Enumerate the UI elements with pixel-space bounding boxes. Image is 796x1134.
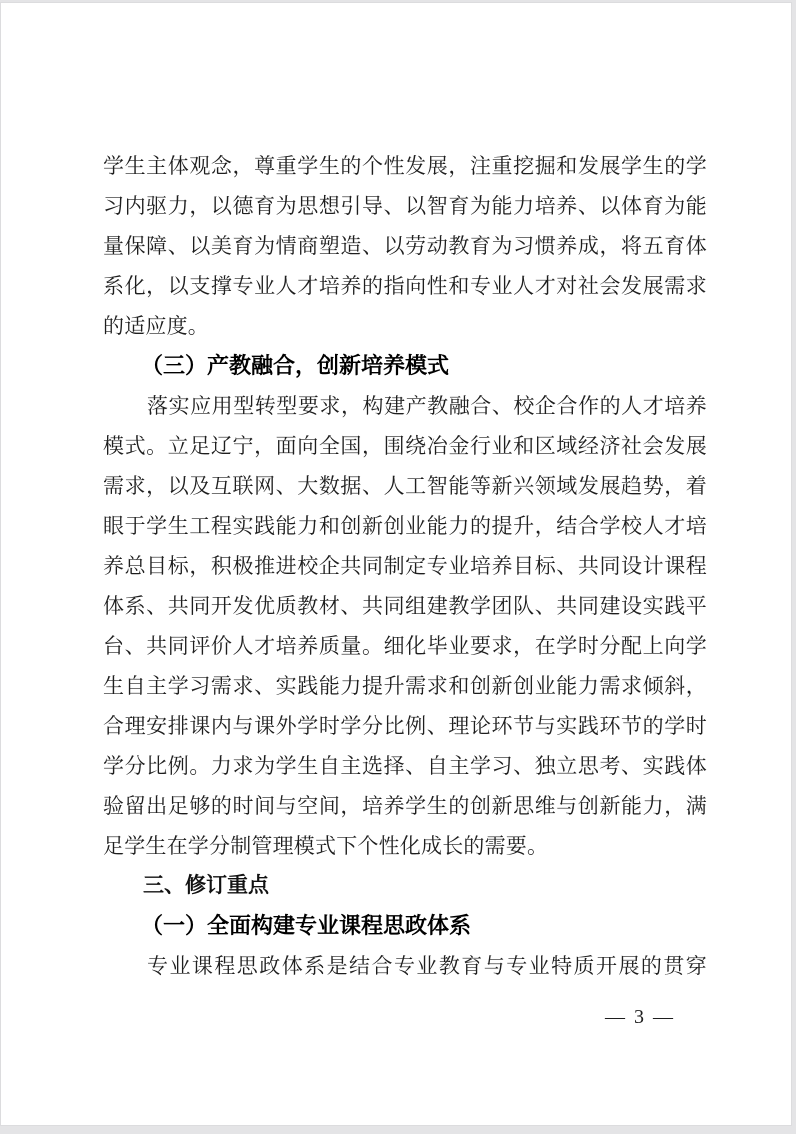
paragraph-section-three: 落实应用型转型要求，构建产教融合、校企合作的人才培养模式。立足辽宁，面向全国，围绕冶金行业和区域经济社会发展需求，以及互联网、大数据、人工智能等新兴领域发展趋势，着眼于学生工程实践能力和创新创业能力的提升，结合学校人才培养总目标，积极推进校企共同制定专业培养目标、共同设计课程体系、共同开发优质教材、共同组建教学团队、共同建设实践平台、共同评价人才培养质量。细化毕业要求，在学时分配上向学生自主学习需求、实践能力提升需求和创新创业能力需求倾斜，合理安排课内与课外学时学分比例、理论环节与实践环节的学时学分比例。力求为学生自主选择、自主学习、独立思考、实践体验留出足够的时间与空间，培养学生的创新思维与创新能力，满足学生在学分制管理模式下个性化成长的需要。 (103, 394, 707, 858)
heading-section-three: （三）产教融合，创新培养模式 (141, 353, 450, 378)
document-page (1, 3, 791, 1125)
page-content (103, 146, 707, 986)
page-number: — 3 — (605, 1006, 675, 1028)
heading-section-one: （一）全面构建专业课程思政体系 (141, 913, 472, 938)
paragraph-continuation: 学生主体观念，尊重学生的个性发展，注重挖掘和发展学生的学习内驱力，以德育为思想引导、以智育为能力培养、以体育为能量保障、以美育为情商塑造、以劳动教育为习惯养成，将五育体系化，以支撑专业人才培养的指向性和专业人才对社会发展需求的适应度。 (103, 154, 707, 338)
paragraph-section-one-start: 专业课程思政体系是结合专业教育与专业特质开展的贯穿 (147, 954, 707, 978)
heading-chapter-three: 三、修订重点 (143, 874, 269, 897)
